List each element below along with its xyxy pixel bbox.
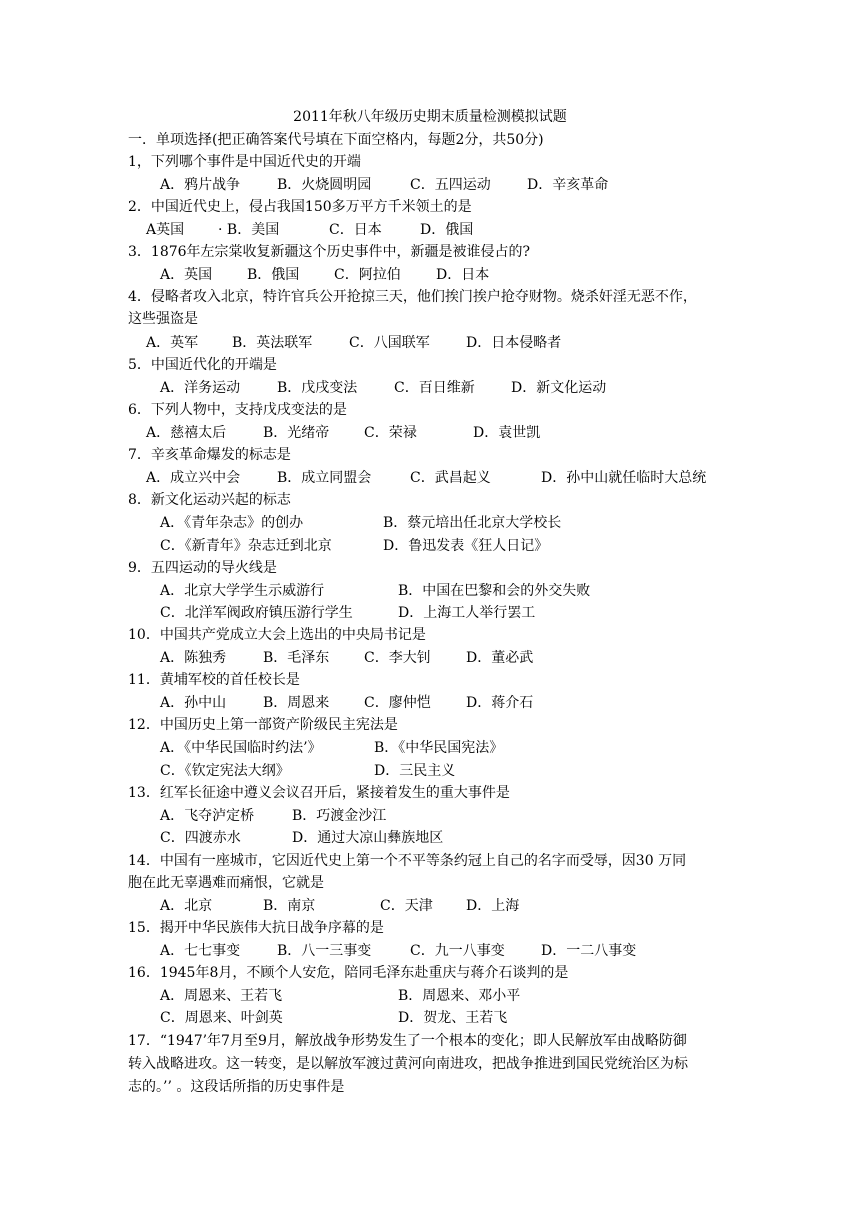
question-17-text-2: 转入战略进攻。这一转变，是以解放军渡过黄河向南进攻，把战争推进到国民党统治区为标 [128,1056,688,1072]
q7-option-b: B．成立同盟会 [277,470,372,486]
q1-option-d: D．辛亥革命 [527,177,609,193]
question-9-text: 9．五四运动的导火线是 [128,560,277,576]
q6-option-d: D．袁世凯 [473,425,541,441]
question-3-text: 3．1876年左宗棠收复新疆这个历史事件中，新疆是被谁侵占的? [128,244,531,260]
q5-option-b: B．戊戌变法 [277,380,358,396]
q7-option-d: D．孙中山就任临时大总统 [541,470,707,486]
q12-option-b: B．《中华民国宪法》 [374,740,504,756]
question-8-text: 8．新文化运动兴起的标志 [128,492,291,508]
q6-option-a: A．慈禧太后 [146,425,227,441]
q2-option-c: C．日本 [329,222,382,238]
question-5 [128,354,277,377]
q3-option-a: A．英国 [160,267,213,283]
q12-option-d: D．三民主义 [374,763,456,779]
q14-option-d: D．上海 [466,898,520,914]
q14-option-c: C．天津 [380,898,433,914]
question-7-text: 7．辛亥革命爆发的标志是 [128,447,291,463]
q5-option-c: C．百日维新 [394,380,475,396]
question-13-text: 13．红军长征途中遵义会议召开后，紧接着发生的重大事件是 [128,785,510,801]
q3-option-b: B．俄国 [247,267,300,283]
q10-option-c: C．李大钊 [364,650,431,666]
q3-option-c: C．阿拉伯 [334,267,401,283]
q5-option-d: D．新文化运动 [511,380,607,396]
q9-option-b: B．中国在巴黎和会的外交失败 [398,583,591,599]
question-14-continued [128,872,324,895]
question-1-text: 1，下列哪个事件是中国近代史的开端 [128,154,361,170]
question-17-text: 17．“1947’年7月至9月，解放战争形势发生了一个根本的变化；即人民解放军由战略防御 [128,1033,687,1049]
q9-option-a: A．北京大学学生示威游行 [160,583,325,599]
question-14 [128,850,686,873]
q2-option-d: D．俄国 [420,222,474,238]
q1-option-a: A．鸦片战争 [160,177,241,193]
question-10 [128,624,426,647]
question-12 [128,714,398,737]
question-4-text-2: 这些强盗是 [128,311,198,327]
q7-option-c: C．武昌起义 [410,470,491,486]
question-2 [128,196,472,219]
q15-option-b: B．八一三事变 [277,943,372,959]
q8-option-c: C．《新青年》杂志迁到北京 [160,538,332,554]
q4-option-a: A．英军 [146,335,199,351]
question-17 [128,1030,687,1053]
question-17-continued [128,1053,688,1076]
q10-option-d: D．董必武 [466,650,534,666]
question-2-text: 2．中国近代史上，侵占我国150多万平方千米领土的是 [128,199,472,215]
q11-option-b: B．周恩来 [263,695,330,711]
question-4 [128,286,697,309]
q5-option-a: A．洋务运动 [160,380,241,396]
question-5-text: 5．中国近代化的开端是 [128,357,277,373]
q16-option-d: D．贺龙、王若飞 [398,1010,508,1026]
q10-option-b: B．毛泽东 [263,650,330,666]
q1-option-c: C．五四运动 [410,177,491,193]
q8-option-a: A．《青年杂志》的创办 [160,515,304,531]
q12-option-c: C．《钦定宪法大纲》 [160,763,290,779]
question-6-text: 6．下列人物中，支持戊戌变法的是 [128,402,347,418]
question-4-text: 4．侵略者攻入北京，特许官兵公开抢掠三天，他们挨门挨户抢夺财物。烧杀奸淫无恶不作， [128,289,697,305]
q1-option-b: B．火烧圆明园 [277,177,372,193]
question-15 [128,917,384,940]
q2-option-b: · B．美国 [218,222,280,238]
q4-option-b: B．英法联军 [232,335,313,351]
question-17-continued-2 [128,1076,344,1099]
q14-option-b: B．南京 [263,898,316,914]
question-11 [128,669,300,692]
question-8 [128,489,291,512]
q13-option-d: D．通过大凉山彝族地区 [292,830,444,846]
question-1 [128,151,361,174]
q15-option-c: C．九一八事变 [410,943,505,959]
question-12-text: 12．中国历史上第一部资产阶级民主宪法是 [128,717,398,733]
q3-option-d: D．日本 [436,267,490,283]
question-6 [128,399,347,422]
q11-option-d: D．蒋介石 [466,695,534,711]
question-9 [128,557,277,580]
q9-option-c: C．北洋军阀政府镇压游行学生 [160,605,353,621]
question-13 [128,782,510,805]
question-14-text-2: 胞在此无辜遇难而痛恨，它就是 [128,875,324,891]
question-3 [128,241,530,264]
q2-option-a: A英国 [146,222,185,238]
question-15-text: 15．揭开中华民族伟大抗日战争序幕的是 [128,920,384,936]
question-7 [128,444,291,467]
q8-option-b: B．蔡元培出任北京大学校长 [383,515,562,531]
q15-option-a: A．七七事变 [160,943,241,959]
question-11-text: 11．黄埔军校的首任校长是 [128,672,300,688]
q4-option-d: D．日本侵略者 [466,335,562,351]
q13-option-c: C．四渡赤水 [160,830,241,846]
question-14-text: 14．中国有一座城市，它因近代史上第一个不平等条约冠上自己的名字而受辱，因30 万同 [128,853,687,869]
section-heading: 一．单项选择(把正确答案代号填在下面空格内，每题2分，共50分) [128,132,544,148]
q12-option-a: A．《中华民国临时约法’》 [160,740,322,756]
q11-option-a: A．孙中山 [160,695,227,711]
q6-option-b: B．光绪帝 [263,425,330,441]
q13-option-a: A．飞夺泸定桥 [160,808,255,824]
q4-option-c: C．八国联军 [349,335,430,351]
q7-option-a: A．成立兴中会 [146,470,241,486]
q13-option-b: B．巧渡金沙江 [292,808,387,824]
q9-option-d: D．上海工人举行罢工 [398,605,536,621]
q16-option-c: C．周恩来、叶剑英 [160,1010,283,1026]
q6-option-c: C．荣禄 [364,425,417,441]
question-17-text-3: 志的。’’ 。这段话所指的历史事件是 [128,1079,345,1095]
page-title: 2011年秋八年级历史期末质量检测模拟试题 [293,109,567,125]
question-10-text: 10．中国共产党成立大会上选出的中央局书记是 [128,627,426,643]
question-4-continued [128,308,198,331]
q16-option-b: B．周恩来、邓小平 [398,988,521,1004]
q14-option-a: A．北京 [160,898,213,914]
q10-option-a: A．陈独秀 [160,650,227,666]
q15-option-d: D．一二八事变 [541,943,637,959]
question-16 [128,962,568,985]
q8-option-d: D．鲁迅发表《狂人日记》 [383,538,549,554]
question-16-text: 16．1945年8月，不顾个人安危，陪同毛泽东赴重庆与蒋介石谈判的是 [128,965,569,981]
q16-option-a: A．周恩来、王若飞 [160,988,283,1004]
q11-option-c: C．廖仲恺 [364,695,431,711]
